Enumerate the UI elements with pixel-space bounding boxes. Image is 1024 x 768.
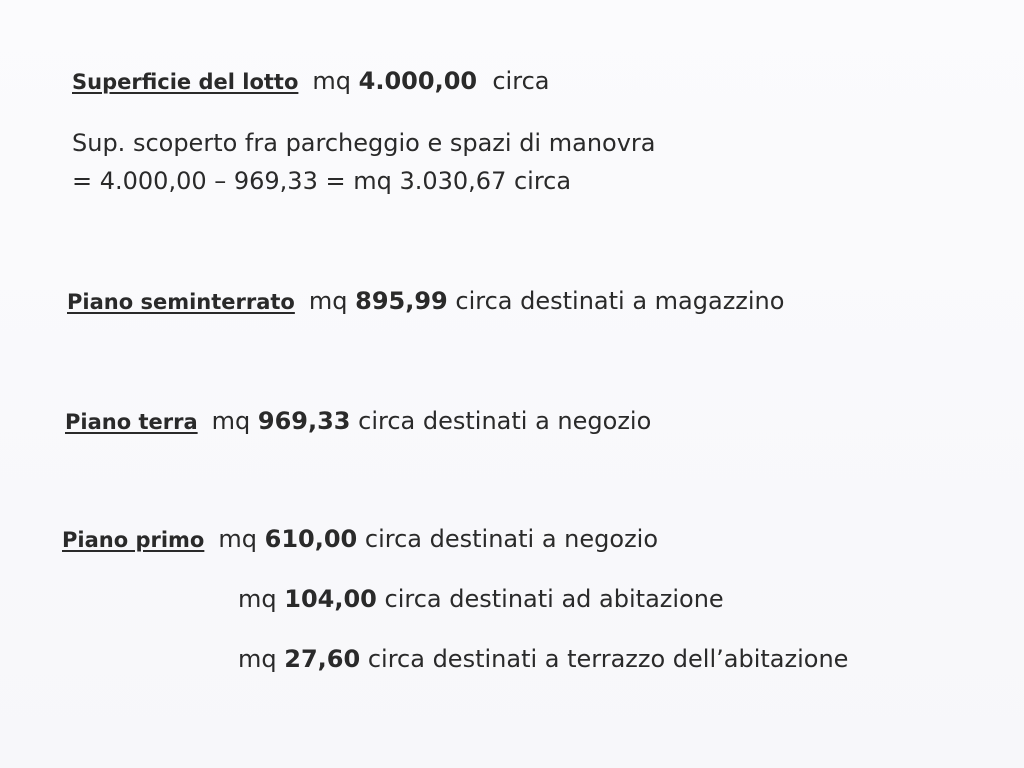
primo-line-2 <box>238 584 724 614</box>
primo-unit-3: mq <box>238 645 277 673</box>
seminterrato-unit: mq <box>308 287 348 315</box>
lotto-line <box>72 66 549 97</box>
seminterrato-suffix: circa destinati a magazzino <box>455 287 785 315</box>
seminterrato-value: 895,99 <box>355 287 448 315</box>
primo-label: Piano primo <box>62 528 205 552</box>
primo-unit-2: mq <box>238 585 277 613</box>
seminterrato-label: Piano seminterrato <box>67 290 295 314</box>
primo-value-1: 610,00 <box>264 525 358 553</box>
terra-suffix: circa destinati a negozio <box>358 407 652 435</box>
primo-suffix-3: circa destinati a terrazzo dell’abitazione <box>367 645 849 673</box>
scoperto-line: Sup. scoperto fra parcheggio e spazi di manovra <box>72 129 656 157</box>
lotto-unit: mq <box>312 67 352 95</box>
primo-suffix-2: circa destinati ad abitazione <box>384 585 724 613</box>
terra-value: 969,33 <box>257 407 351 435</box>
lotto-suffix: circa <box>492 67 550 95</box>
terra-unit: mq <box>211 407 251 435</box>
primo-line-3 <box>238 644 848 674</box>
lotto-value: 4.000,00 <box>358 67 478 95</box>
terra-line <box>65 406 651 437</box>
scoperto-calc-line: = 4.000,00 – 969,33 = mq 3.030,67 circa <box>72 167 572 195</box>
seminterrato-line <box>67 286 784 317</box>
lotto-label: Superficie del lotto <box>72 70 299 94</box>
primo-value-2: 104,00 <box>284 585 377 613</box>
primo-suffix-1: circa destinati a negozio <box>364 525 659 553</box>
primo-line-1 <box>62 524 658 555</box>
primo-value-3: 27,60 <box>284 645 361 673</box>
primo-unit-1: mq <box>218 525 257 553</box>
terra-label: Piano terra <box>65 410 198 434</box>
